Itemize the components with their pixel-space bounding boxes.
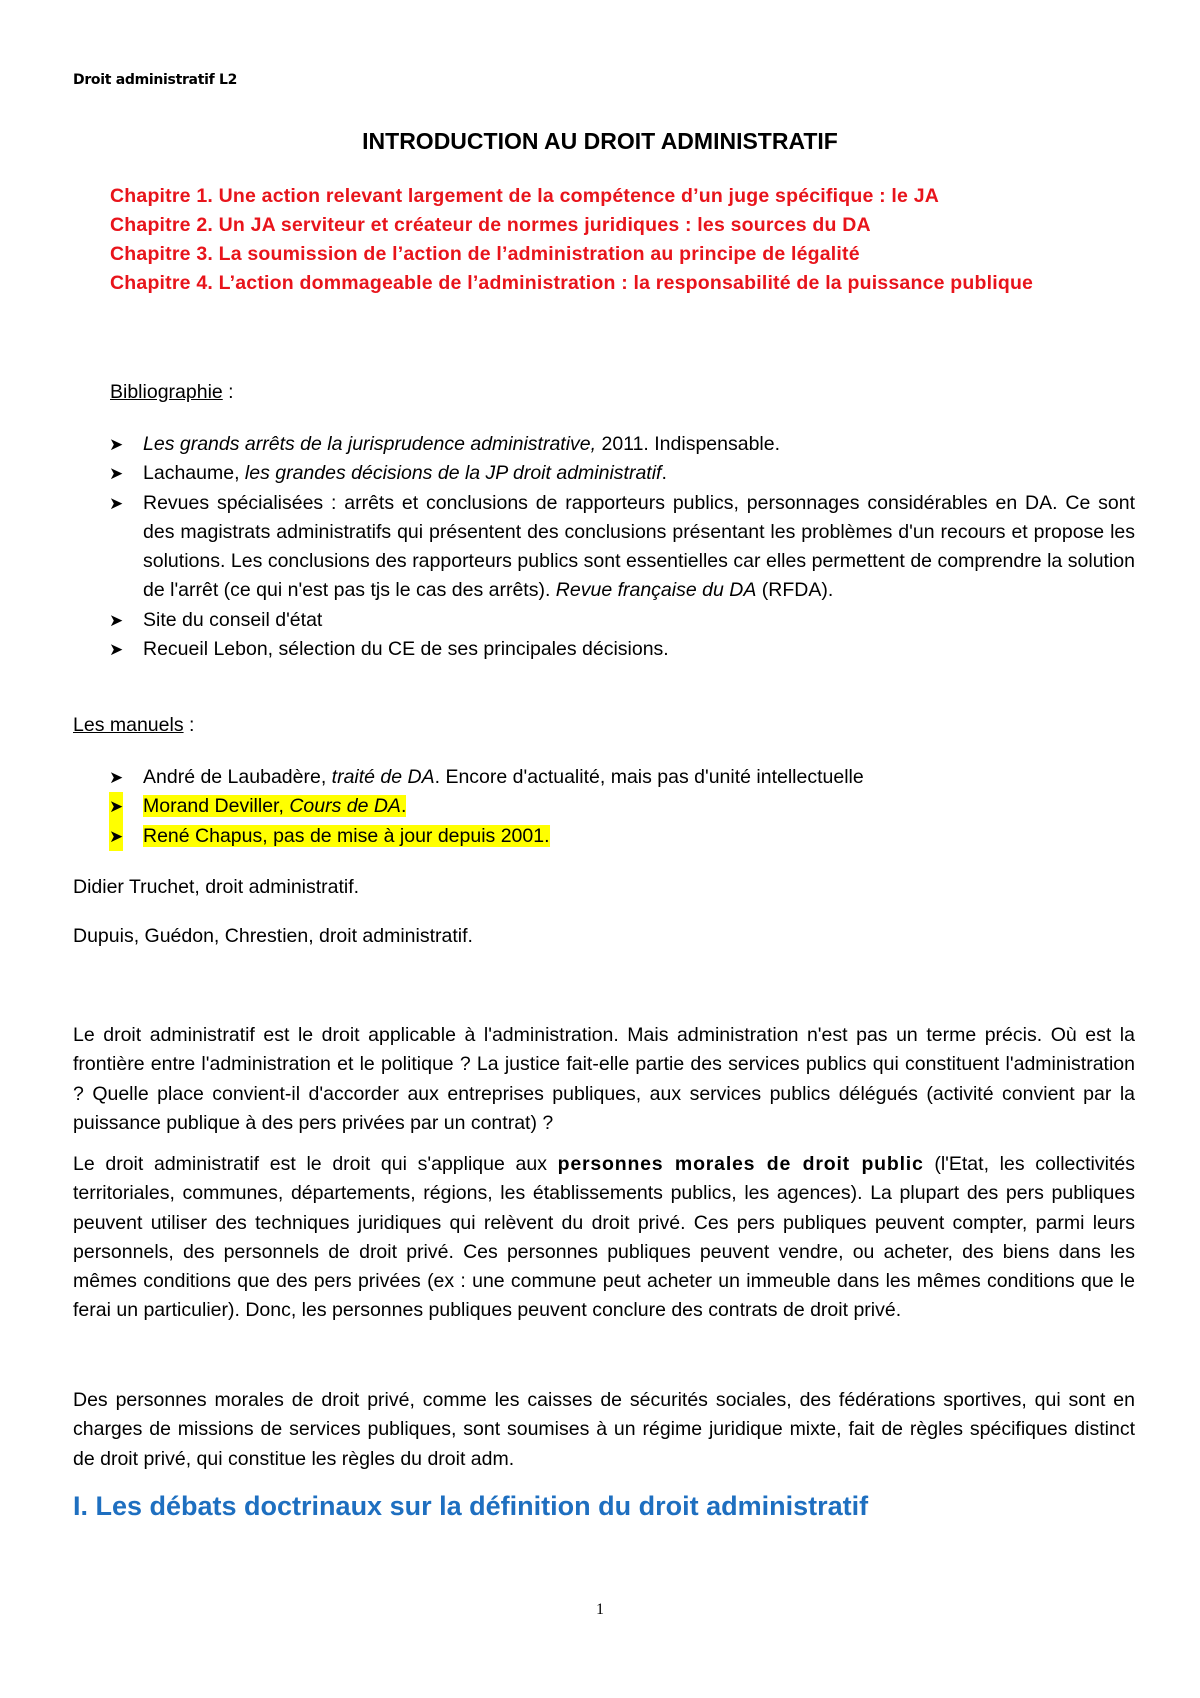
arrow-bullet-icon: ➤ xyxy=(109,610,124,630)
arrow-bullet-icon: ➤ xyxy=(109,464,124,484)
paragraph-2: Le droit administratif est le droit qui s'applique aux personnes morales de droit public (l'Etat, les collectivités territoriales, communes, départements, régions, les établissements publics, les agences). La plupart des pers publiques peuvent utiliser des techniques juridiques qui relèvent du droit privé. Ces pers publiques peuvent compter, parmi leurs personnels, des personnels de droit privé. Ces personnes publiques peuvent vendre, ou acheter, des biens dans les mêmes conditions que des pers privées (ex : une commune peut acheter un immeuble dans les mêmes conditions que le ferai un particulier). Donc, les personnes publiques peuvent conclure des contrats de droit privé. xyxy=(73,1153,1135,1322)
list-item: ➤ Les grands arrêts de la jurisprudence administrative, 2011. Indispensable. xyxy=(143,430,1135,459)
chapter-4: Chapitre 4. L’action dommageable de l’administration : la responsabilité de la puissance publique xyxy=(110,272,1034,294)
list-item: ➤ Recueil Lebon, sélection du CE de ses principales décisions. xyxy=(143,635,1135,664)
list-item-highlighted: ➤ René Chapus, pas de mise à jour depuis 2001. xyxy=(143,822,1135,851)
list-item: ➤ Revues spécialisées : arrêts et conclusions de rapporteurs publics, personnages considérables en DA. Ce sont des magistrats administratifs qui présentent des conclusions présentant les problèmes d'un recours et propose les solutions. Les conclusions des rapporteurs publics sont essentielles car elles permettent de comprendre la solution de l'arrêt (ce qui n'est pas tjs le cas des arrêts). Revue française du DA (RFDA). xyxy=(143,489,1135,606)
chapter-list xyxy=(110,182,1135,298)
chapter-2: Chapitre 2. Un JA serviteur et créateur de normes juridiques : les sources du DA xyxy=(110,214,871,236)
bibliographie-label: Bibliographie : xyxy=(110,381,234,403)
arrow-bullet-icon: ➤ xyxy=(109,822,123,851)
arrow-bullet-icon: ➤ xyxy=(109,792,123,821)
arrow-bullet-icon: ➤ xyxy=(109,435,124,454)
section-heading: I. Les débats doctrinaux sur la définition du droit administratif xyxy=(73,1491,869,1521)
chapter-1: Chapitre 1. Une action relevant largement de la compétence d’un juge spécifique : le JA xyxy=(110,185,940,207)
running-header: Droit administratif L2 xyxy=(73,72,238,88)
list-item: ➤ Site du conseil d'état xyxy=(143,606,1135,635)
arrow-bullet-icon: ➤ xyxy=(109,640,124,660)
page-number: 1 xyxy=(596,1601,604,1618)
arrow-bullet-icon: ➤ xyxy=(109,768,124,787)
paragraph-1: Le droit administratif est le droit applicable à l'administration. Mais administration n'est pas un terme précis. Où est la frontière entre l'administration et le politique ? La justice fait-elle partie des services publics qui constituent l'administration ? Quelle place convient-il d'accorder aux entreprises publiques, aux services publics délégués (activité convient par la puissance publique à des pers privées par un contrat) ? xyxy=(73,1024,1135,1134)
book-line: Didier Truchet, droit administratif. xyxy=(73,876,360,898)
manuels-label: Les manuels : xyxy=(73,714,195,736)
paragraph-3: Des personnes morales de droit privé, comme les caisses de sécurités sociales, des fédérations sportives, qui sont en charges de missions de services publiques, sont soumises à un régime juridique mixte, fait de règles spécifiques distinct de droit privé, qui constitue les règles du droit adm. xyxy=(73,1389,1135,1470)
list-item: ➤ André de Laubadère, traité de DA. Encore d'actualité, mais pas d'unité intellectuelle xyxy=(143,763,1135,792)
chapter-3: Chapitre 3. La soumission de l’action de l’administration au principe de légalité xyxy=(110,243,860,265)
list-item-highlighted: ➤ Morand Deviller, Cours de DA. xyxy=(143,792,1135,821)
list-item: ➤ Lachaume, les grandes décisions de la JP droit administratif. xyxy=(143,459,1135,488)
manuals-list xyxy=(109,763,1135,851)
document-title: INTRODUCTION AU DROIT ADMINISTRATIF xyxy=(362,128,838,154)
bibliography-list xyxy=(109,430,1135,664)
arrow-bullet-icon: ➤ xyxy=(109,493,124,513)
book-line: Dupuis, Guédon, Chrestien, droit administratif. xyxy=(73,925,473,947)
